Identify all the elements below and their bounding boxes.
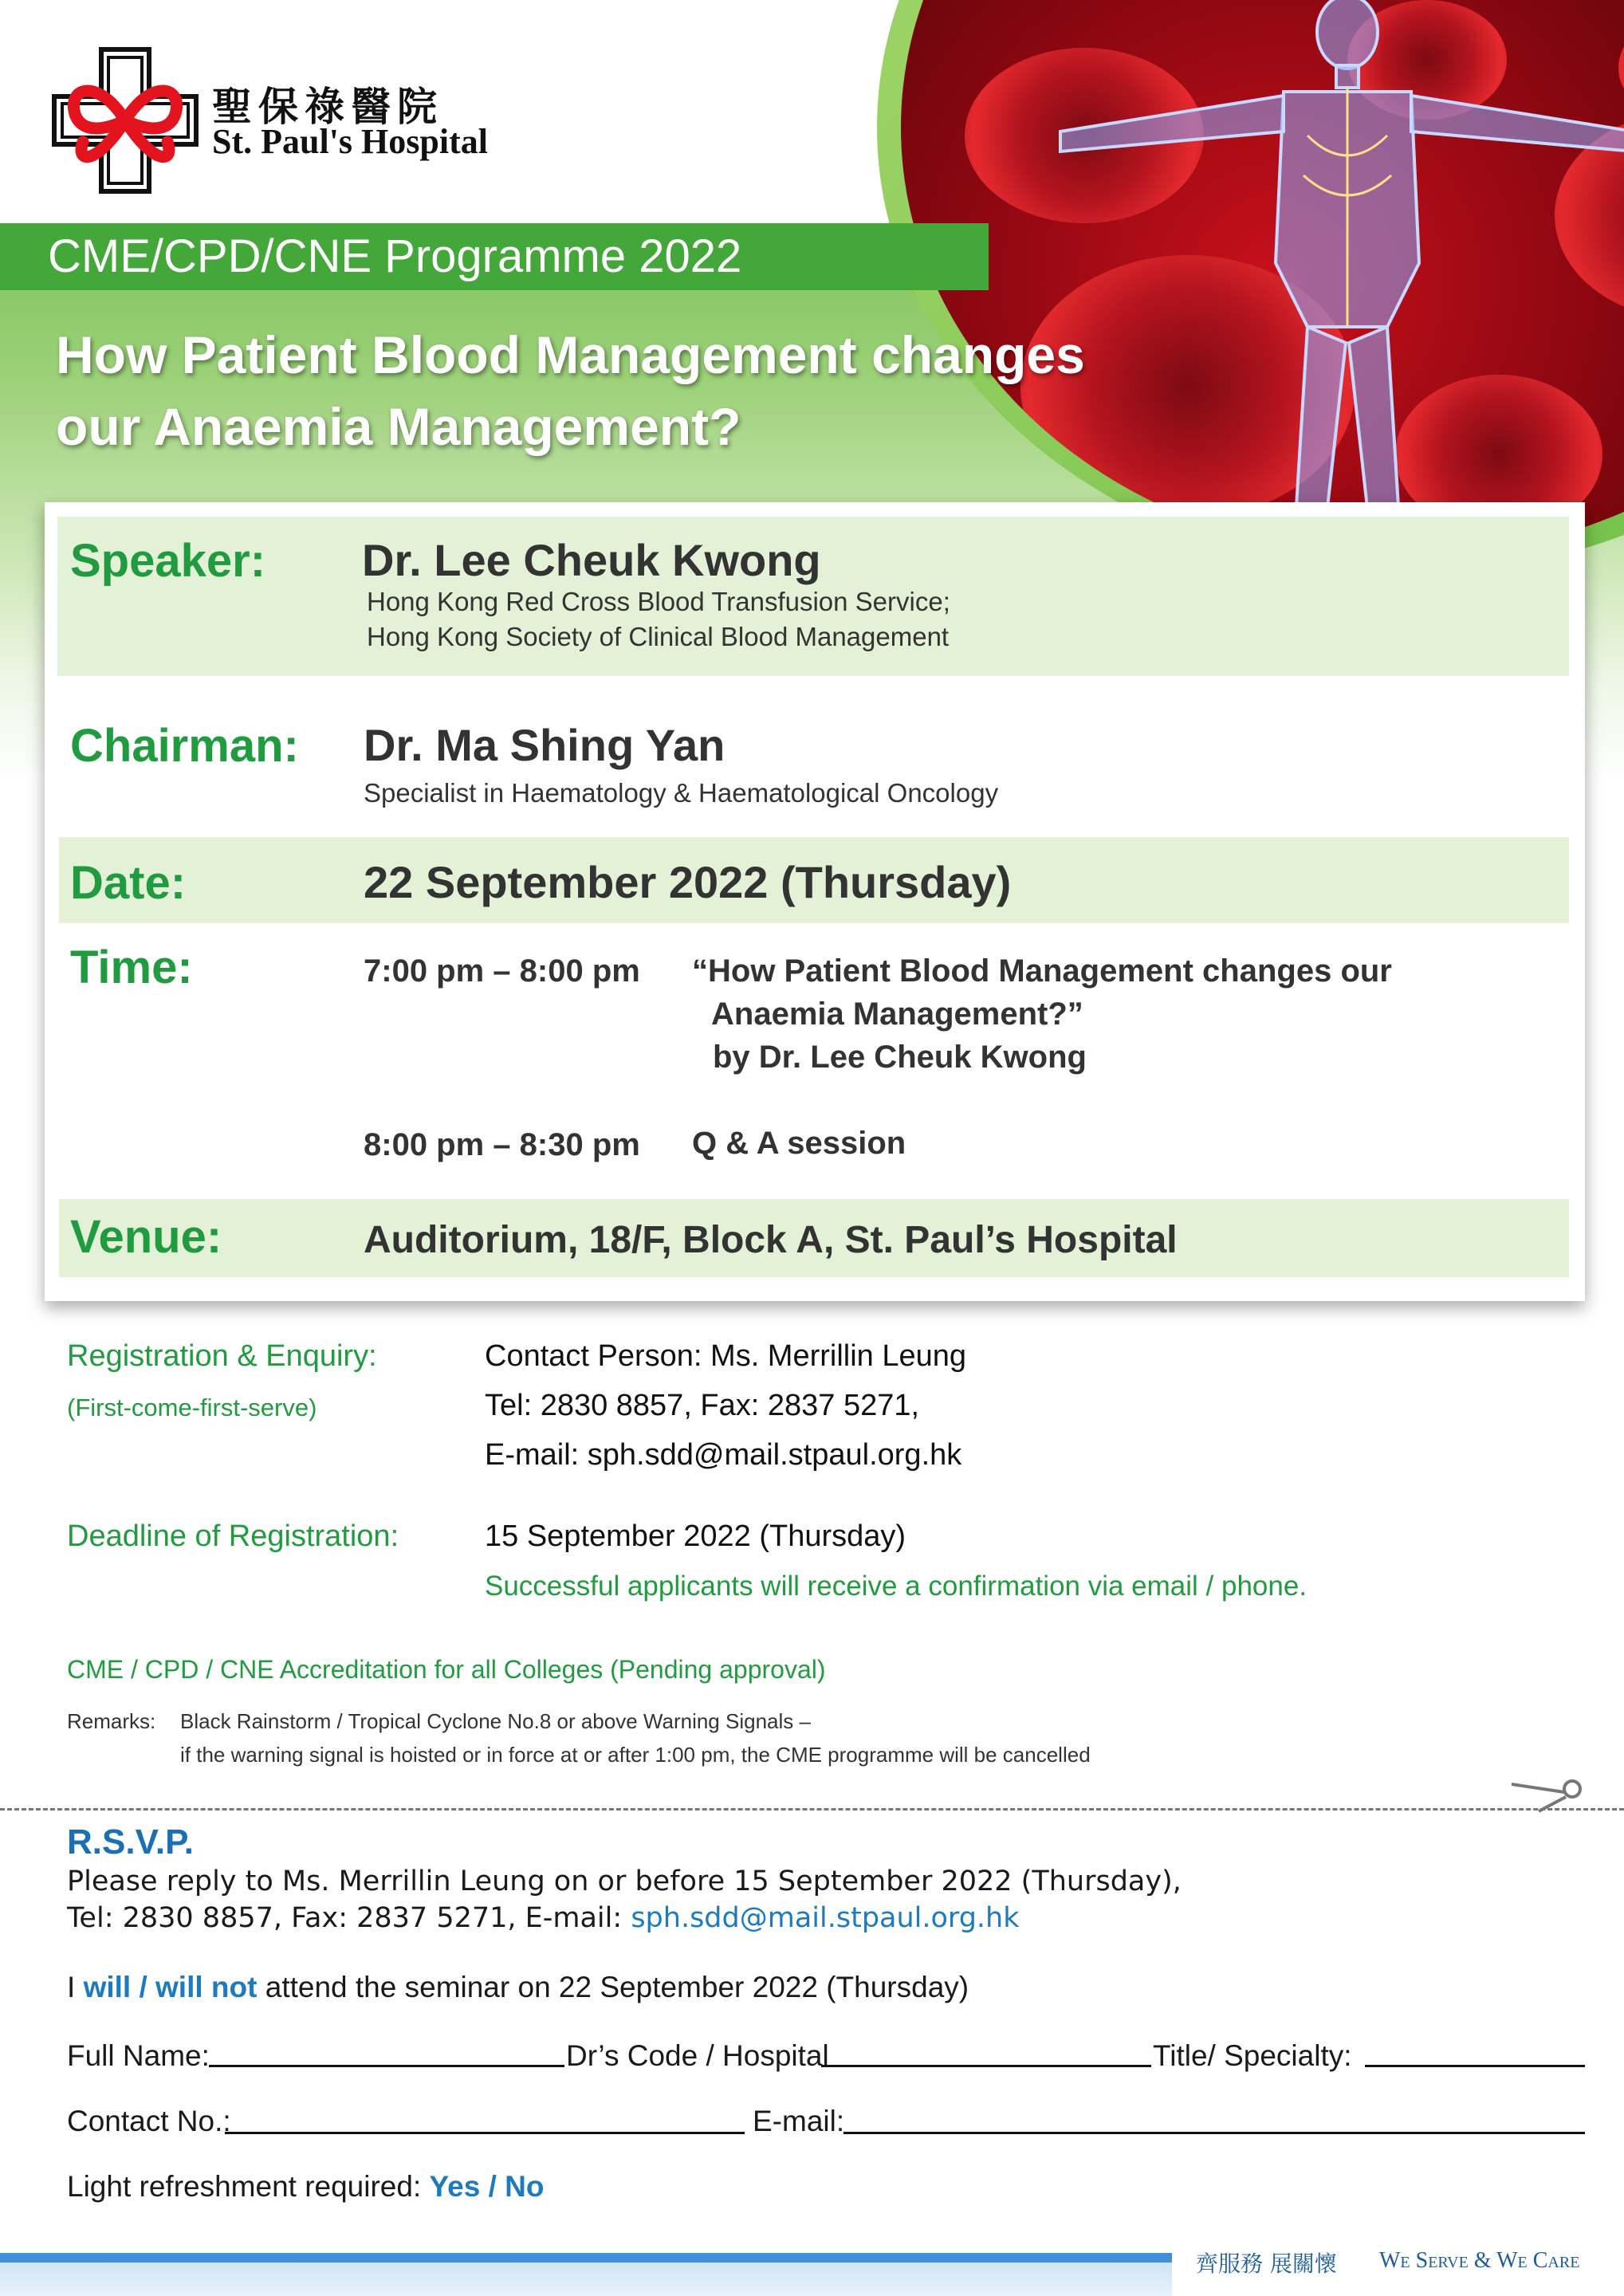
rsvp-heading: R.S.V.P. (67, 1822, 195, 1862)
contact-person: Contact Person: Ms. Merrillin Leung (485, 1339, 967, 1373)
contact-no-field[interactable] (225, 2132, 745, 2134)
confirmation-note: Successful applicants will receive a confirmation via email / phone. (485, 1571, 1307, 1602)
date-label: Date: (70, 857, 187, 909)
chairman-label: Chairman: (70, 720, 299, 772)
chairman-name: Dr. Ma Shing Yan (364, 720, 725, 770)
speaker-label: Speaker: (70, 535, 266, 587)
email-field[interactable] (843, 2132, 1585, 2134)
rsvp-reply-line: Please reply to Ms. Merrillin Leung on or before 15 September 2022 (Thursday), (67, 1866, 1182, 1897)
date-value: 22 September 2022 (Thursday) (364, 857, 1012, 907)
time-slot-1: 7:00 pm – 8:00 pm (364, 953, 640, 989)
refreshment-no-option[interactable]: No (505, 2170, 545, 2203)
attend-rest: attend the seminar on 22 September 2022 (Thursday) (265, 1971, 969, 2003)
refreshment-line (67, 2170, 545, 2204)
speaker-affiliation-2: Hong Kong Society of Clinical Blood Management (367, 622, 950, 651)
venue-label: Venue: (70, 1211, 222, 1263)
programme-title: CME/CPD/CNE Programme 2022 (48, 230, 742, 282)
speaker-name: Dr. Lee Cheuk Kwong (362, 535, 821, 585)
session-1-title-line-1: “How Patient Blood Management changes our (692, 953, 1392, 989)
refreshment-yes-option[interactable]: Yes (429, 2170, 481, 2203)
footer-slogan-chinese: 齊服務 展關懷 (1196, 2251, 1337, 2277)
rsvp-email-link[interactable]: sph.sdd@mail.stpaul.org.hk (631, 1902, 1020, 1934)
remarks-label: Remarks: (67, 1709, 156, 1733)
event-title: How Patient Blood Management changes our Anaemia Management? (56, 325, 1085, 456)
human-anatomy-icon (1044, 0, 1624, 558)
refreshment-slash: / (488, 2170, 497, 2203)
remarks-line-2: if the warning signal is hoisted or in force at or after 1:00 pm, the CME programme will be cancelled (180, 1743, 1091, 1767)
cross-logo-icon (51, 46, 199, 195)
cut-line (0, 1808, 1624, 1810)
session-2-title: Q & A session (692, 1126, 906, 1161)
logo-english-name: St. Paul's Hospital (212, 122, 488, 161)
logo-chinese-name: 聖保祿醫院 (212, 83, 443, 130)
registration-label: Registration & Enquiry: (67, 1339, 377, 1373)
contact-email: E-mail: sph.sdd@mail.stpaul.org.hk (485, 1438, 962, 1472)
attend-will-not-option[interactable]: will not (155, 1971, 258, 2003)
venue-value: Auditorium, 18/F, Block A, St. Paul’s Hospital (364, 1219, 1178, 1261)
remarks-line-1: Black Rainstorm / Tropical Cyclone No.8 or above Warning Signals – (180, 1709, 811, 1733)
email-label: E-mail: (753, 2105, 845, 2137)
scissors-icon (1507, 1776, 1587, 1816)
contact-tel-fax: Tel: 2830 8857, Fax: 2837 5271, (485, 1389, 920, 1422)
accreditation-note: CME / CPD / CNE Accreditation for all Colleges (Pending approval) (67, 1655, 826, 1684)
full-name-field[interactable] (209, 2065, 564, 2067)
rsvp-contact-prefix: Tel: 2830 8857, Fax: 2837 5271, E-mail: (67, 1902, 631, 1934)
refreshment-label: Light refreshment required: (67, 2170, 422, 2203)
session-1-speaker: by Dr. Lee Cheuk Kwong (713, 1040, 1087, 1075)
chairman-title: Specialist in Haematology & Haematological Oncology (364, 778, 999, 808)
deadline-label: Deadline of Registration: (67, 1520, 399, 1553)
time-slot-2: 8:00 pm – 8:30 pm (364, 1127, 640, 1162)
registration-note: (First-come-first-serve) (67, 1394, 317, 1421)
event-details-card (45, 502, 1585, 1301)
title-specialty-field[interactable] (1365, 2065, 1585, 2067)
time-label: Time: (70, 942, 193, 993)
full-name-label: Full Name: (67, 2039, 210, 2072)
deadline-value: 15 September 2022 (Thursday) (485, 1520, 906, 1553)
speaker-affiliation-1: Hong Kong Red Cross Blood Transfusion Service; (367, 587, 950, 616)
session-1-title-line-2: Anaemia Management?” (711, 997, 1083, 1032)
attend-i: I (67, 1971, 76, 2003)
attend-will-option[interactable]: will / (83, 1971, 147, 2003)
rsvp-contact-line (67, 1902, 1020, 1934)
title-specialty-label: Title/ Specialty: (1153, 2039, 1352, 2072)
drs-code-label: Dr’s Code / Hospital (566, 2039, 829, 2072)
footer-slogan-english: We Serve & We Care (1379, 2248, 1580, 2273)
contact-no-label: Contact No.: (67, 2105, 231, 2137)
attendance-line (67, 1971, 969, 2004)
drs-code-field[interactable] (821, 2065, 1151, 2067)
